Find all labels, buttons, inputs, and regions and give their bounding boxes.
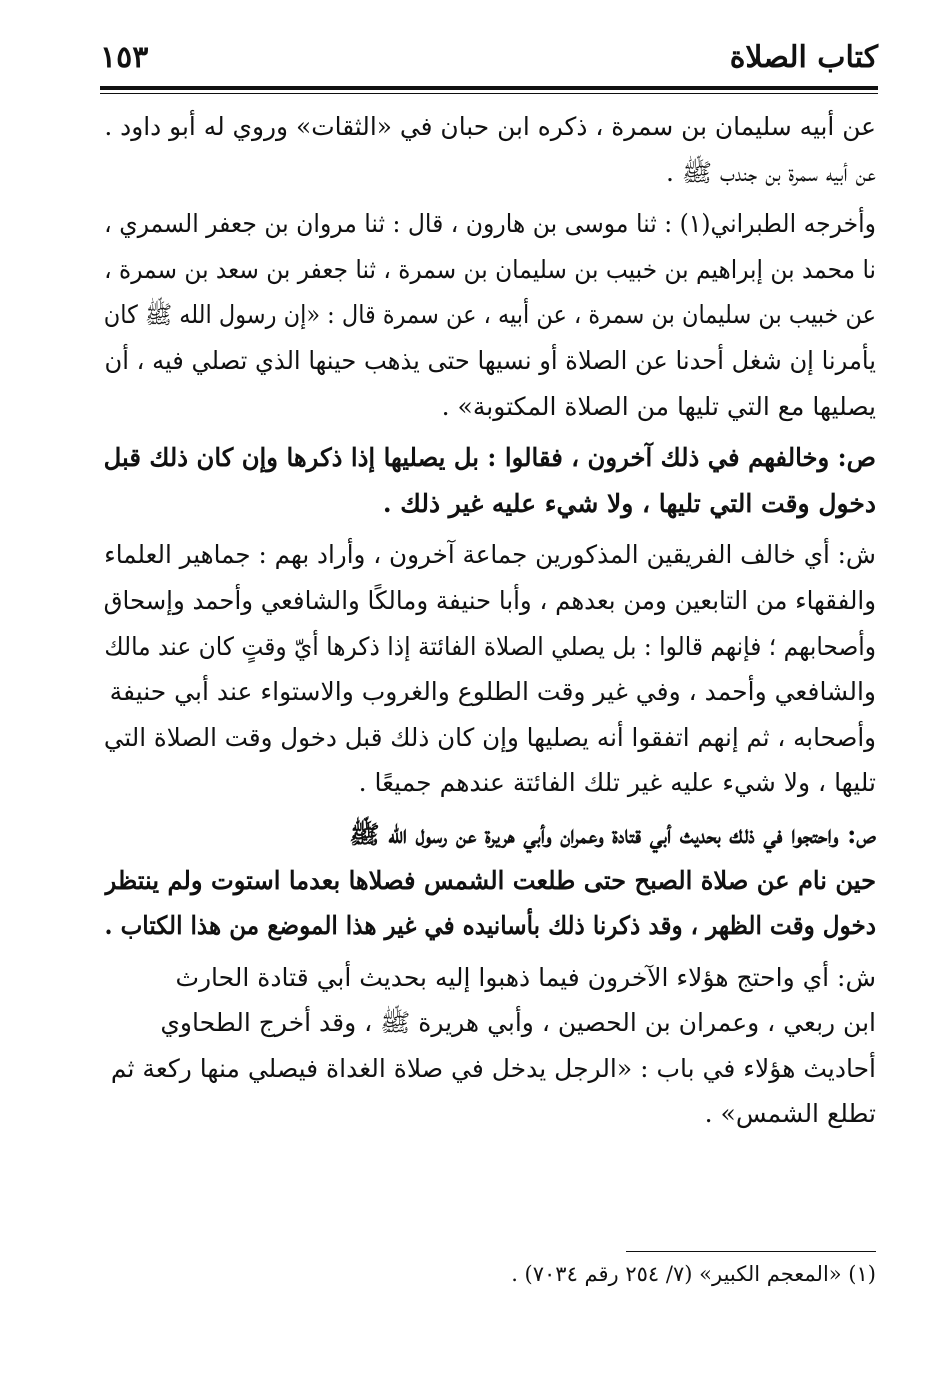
sharh-paragraph [104,955,876,1137]
text-line: وأصحابه ، ثم إنهم اتفقوا أنه يصليها وإن كان ذلك قبل دخول وقت الصلاة التي [104,722,876,752]
book-title: كتاب الصلاة [729,40,878,75]
text-line: ص: وخالفهم في ذلك آخرون ، فقالوا : بل يصليها إذا ذكرها وإن كان ذلك قبل [104,443,876,473]
footnote-separator [626,1251,876,1252]
text-line: يأمرنا إن شغل أحدنا عن الصلاة أو نسيها حتى يذهب حينها الذي تصلي فيه ، أن [104,345,876,375]
text-line: ش: أي واحتج هؤلاء الآخرون فيما ذهبوا إليه بحديث أبي قتادة الحارث [175,962,876,992]
text-line: تطلع الشمس» . [704,1099,876,1129]
text-line: نا محمد بن إبراهيم بن خبيب بن سليمان بن سمرة ، ثنا جعفر بن سعد بن سمرة ، [104,254,876,284]
text-line: حين نام عن صلاة الصبح حتى طلعت الشمس فصلاها بعدما استوت ولم ينتظر [104,865,876,895]
text-line: أحاديث هؤلاء في باب : «الرجل يدخل في صلاة الغداة فيصلي منها ركعة ثم [110,1053,876,1083]
sharh-paragraph [104,532,876,806]
text-line: تليها ، ولا شيء عليه غير تلك الفائتة عندهم جميعًا . [358,768,876,798]
text-line: دخول وقت التي تليها ، ولا شيء عليه غير ذلك . [382,488,876,518]
page-number: ١٥٣ [100,40,149,75]
header-rule-thin [100,93,878,94]
text-line: عن خبيب بن سليمان بن سمرة ، عن أبيه ، عن سمرة قال : «إن رسول الله ﷺ كان [103,300,876,330]
text-line: يصليها مع التي تليها من الصلاة المكتوبة» . [441,391,876,421]
text-line: عن أبيه سمرة بن جندب ﷺ . [666,157,876,187]
main-text [104,104,876,1137]
sharh-paragraph [104,104,876,195]
text-line: عن أبيه سليمان بن سمرة ، ذكره ابن حبان في «الثقات» وروي له أبو داود . [104,112,876,141]
text-line: وأخرجه الطبراني(١) : ثنا موسى بن هارون ، قال : ثنا مروان بن جعفر السمري ، [104,209,876,239]
matn-paragraph [104,812,876,949]
text-line: والشافعي وأحمد ، وفي غير وقت الطلوع والغروب والاستواء عند أبي حنيفة [109,677,876,707]
text-line: ص: واحتجوا في ذلك بحديث أبي قتادة وعمران وأبي هريرة عن رسول الله ﷺ [349,819,876,849]
sharh-paragraph [104,201,876,429]
header-rule-thick [100,86,878,90]
footnote: (١) «المعجم الكبير» (٧/ ٢٥٤ رقم ٧٠٣٤) . [511,1262,876,1286]
page-header [100,36,878,86]
text-line: ش: أي خالف الفريقين المذكورين جماعة آخرون ، وأراد بهم : جماهير العلماء [104,540,876,570]
matn-paragraph [104,435,876,526]
text-line: دخول وقت الظهر ، وقد ذكرنا ذلك بأسانيده في غير هذا الموضع من هذا الكتاب . [104,911,876,941]
text-line: وأصحابهم ؛ فإنهم قالوا : بل يصلي الصلاة الفائتة إذا ذكرها أيّ وقتٍ كان عند مالك [104,631,876,661]
text-line: والفقهاء من التابعين ومن بعدهم ، وأبا حنيفة ومالكًا والشافعي وأحمد وإسحاق [103,585,876,615]
text-line: ابن ربعي ، وعمران بن الحصين ، وأبي هريرة ﷺ ، وقد أخرج الطحاوي [160,1008,876,1038]
